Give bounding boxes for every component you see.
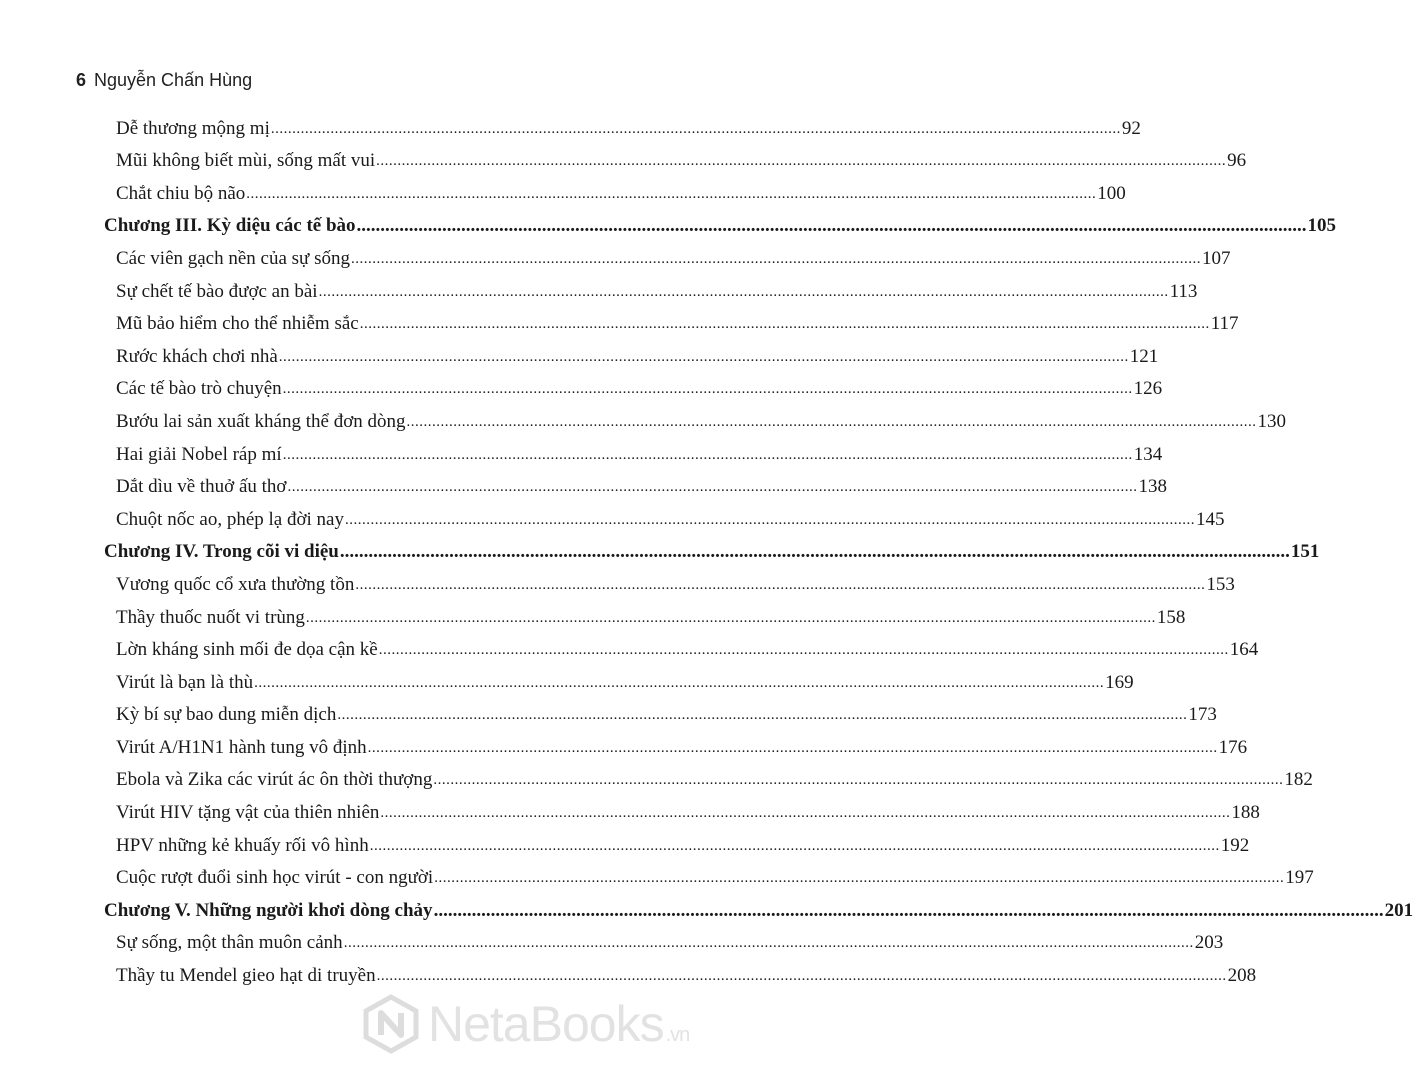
page-header [76, 70, 252, 91]
dot-leader: ........................................................................................................................................................................................................ [406, 413, 1257, 430]
toc-entry-page: 188 [1231, 802, 1260, 824]
toc-entry-title: Virút HIV tặng vật của thiên nhiên [116, 802, 380, 824]
dot-leader: ........................................................................................................................................................................................................ [355, 576, 1206, 593]
dot-leader: ........................................................................................................................................................................................................ [337, 707, 1188, 724]
toc-entry-page: 208 [1227, 965, 1257, 987]
dot-leader: ........................................................................................................................................................................................................ [254, 674, 1105, 691]
toc-entry-title: Rước khách chơi nhà [116, 345, 278, 367]
toc-entry-page: 151 [1290, 541, 1320, 563]
toc-item-row [104, 958, 1257, 991]
toc-item-row [104, 828, 1250, 861]
toc-item-row [104, 437, 1163, 470]
dot-leader: ........................................................................................................................................................................................................ [434, 870, 1285, 887]
toc-item-row [104, 176, 1126, 209]
toc-entry-page: 96 [1227, 150, 1247, 172]
toc-item-row [104, 763, 1313, 796]
dot-leader: ........................................................................................................................................................................................................ [282, 381, 1133, 398]
watermark-brand: NetaBooks [428, 996, 664, 1052]
toc-item-row [104, 241, 1231, 274]
toc-entry-title: Dễ thương mộng mị [116, 117, 270, 139]
toc-item-row [104, 795, 1260, 828]
toc-entry-title: Chắt chiu bộ não [116, 182, 246, 204]
toc-entry-title: Chuột nốc ao, phép lạ đời nay [116, 508, 344, 530]
toc-entry-page: 134 [1133, 443, 1163, 465]
toc-entry-page: 117 [1210, 313, 1239, 335]
toc-entry-title: Các tế bào trò chuyện [116, 378, 282, 400]
toc-entry-title: Chương III. Kỳ diệu các tế bào [104, 215, 356, 237]
dot-leader: ........................................................................................................................................................................................................ [380, 805, 1231, 822]
toc-entry-title: Chương IV. Trong cõi vi diệu [104, 541, 339, 563]
toc-entry-title: Virút A/H1N1 hành tung vô định [116, 736, 367, 758]
toc-entry-page: 169 [1105, 671, 1134, 693]
toc-item-row [104, 730, 1248, 763]
toc-entry-page: 113 [1169, 280, 1198, 302]
toc-entry-page: 145 [1195, 508, 1225, 530]
toc-entry-title: Vương quốc cổ xưa thường tồn [116, 573, 355, 595]
toc-entry-page: 158 [1156, 606, 1186, 628]
dot-leader: ........................................................................................................................................................................................................ [282, 446, 1133, 463]
toc-entry-title: Mũ bảo hiểm cho thể nhiễm sắc [116, 313, 359, 335]
toc-chapter-row [104, 209, 1337, 242]
toc-entry-title: Lờn kháng sinh mối đe dọa cận kề [116, 639, 378, 661]
toc-entry-page: 182 [1284, 769, 1313, 791]
toc-entry-page: 173 [1188, 704, 1217, 726]
toc-entry-page: 201 [1384, 899, 1413, 921]
dot-leader: ........................................................................................................................................................................................................ [287, 479, 1138, 496]
toc-item-row [104, 861, 1314, 894]
dot-leader: ........................................................................................................................................................................................................ [278, 348, 1129, 365]
toc-entry-page: 153 [1206, 573, 1235, 595]
dot-leader: ........................................................................................................................................................................................................ [270, 120, 1121, 137]
toc-entry-title: HPV những kẻ khuấy rối vô hình [116, 834, 369, 856]
toc-entry-title: Thầy tu Mendel gieo hạt di truyền [116, 965, 376, 987]
toc-entry-title: Virút là bạn là thù [116, 671, 254, 693]
dot-leader: ........................................................................................................................................................................................................ [356, 215, 1307, 237]
toc-entry-page: 100 [1097, 182, 1126, 204]
toc-item-row [104, 470, 1167, 503]
dot-leader: ........................................................................................................................................................................................................ [339, 541, 1290, 563]
toc-entry-title: Cuộc rượt đuổi sinh học virút - con người [116, 867, 434, 889]
toc-entry-page: 130 [1257, 410, 1286, 432]
dot-leader: ........................................................................................................................................................................................................ [359, 316, 1210, 333]
toc-item-row [104, 339, 1159, 372]
toc-entry-title: Thầy thuốc nuốt vi trùng [116, 606, 305, 628]
dot-leader: ........................................................................................................................................................................................................ [376, 968, 1227, 985]
toc-entry-page: 203 [1194, 932, 1224, 954]
toc-entry-title: Mũi không biết mùi, sống mất vui [116, 150, 376, 172]
dot-leader: ........................................................................................................................................................................................................ [433, 772, 1284, 789]
toc-entry-title: Bướu lai sản xuất kháng thể đơn dòng [116, 410, 406, 432]
toc-item-row [104, 307, 1239, 340]
toc-entry-title: Chương V. Những người khơi dòng chảy [104, 899, 433, 921]
netabooks-logo-icon [362, 995, 420, 1053]
dot-leader: ........................................................................................................................................................................................................ [369, 837, 1220, 854]
toc-item-row [104, 111, 1141, 144]
toc-item-row [104, 404, 1286, 437]
toc-entry-title: Các viên gạch nền của sự sống [116, 247, 351, 269]
dot-leader: ........................................................................................................................................................................................................ [343, 935, 1194, 952]
dot-leader: ........................................................................................................................................................................................................ [351, 250, 1202, 267]
watermark-domain: .vn [665, 1024, 690, 1046]
toc-entry-title: Sự chết tế bào được an bài [116, 280, 318, 302]
dot-leader: ........................................................................................................................................................................................................ [376, 153, 1227, 170]
toc-entry-page: 121 [1129, 345, 1159, 367]
toc-entry-page: 192 [1220, 834, 1250, 856]
toc-chapter-row [104, 535, 1320, 568]
dot-leader: ........................................................................................................................................................................................................ [305, 609, 1156, 626]
toc-item-row [104, 633, 1259, 666]
toc-entry-title: Sự sống, một thân muôn cảnh [116, 932, 343, 954]
toc-item-row [104, 372, 1163, 405]
toc-entry-page: 105 [1307, 215, 1337, 237]
toc-chapter-row [104, 893, 1413, 926]
toc-entry-title: Hai giải Nobel ráp mí [116, 443, 282, 465]
toc-entry-page: 197 [1285, 867, 1314, 889]
dot-leader: ........................................................................................................................................................................................................ [378, 642, 1229, 659]
toc-item-row [104, 274, 1198, 307]
dot-leader: ........................................................................................................................................................................................................ [367, 739, 1218, 756]
toc-item-row [104, 926, 1224, 959]
toc-entry-page: 176 [1218, 736, 1248, 758]
toc-item-row [104, 567, 1235, 600]
toc-entry-page: 164 [1229, 639, 1259, 661]
toc-entry-page: 92 [1121, 117, 1141, 139]
watermark-text [428, 995, 689, 1053]
dot-leader: ........................................................................................................................................................................................................ [433, 899, 1384, 921]
toc-entry-page: 138 [1138, 476, 1167, 498]
dot-leader: ........................................................................................................................................................................................................ [318, 283, 1169, 300]
toc-entry-page: 126 [1133, 378, 1163, 400]
table-of-contents [104, 111, 1413, 991]
author-name: Nguyễn Chấn Hùng [94, 70, 253, 90]
toc-item-row [104, 502, 1225, 535]
toc-item-row [104, 698, 1217, 731]
page-number: 6 [76, 70, 87, 90]
dot-leader: ........................................................................................................................................................................................................ [344, 511, 1195, 528]
toc-item-row [104, 600, 1186, 633]
toc-item-row [104, 144, 1247, 177]
toc-item-row [104, 665, 1134, 698]
watermark [362, 995, 689, 1053]
dot-leader: ........................................................................................................................................................................................................ [246, 185, 1097, 202]
toc-entry-title: Dắt dìu về thuở ấu thơ [116, 476, 287, 498]
toc-entry-title: Ebola và Zika các virút ác ôn thời thượng [116, 769, 433, 791]
toc-entry-title: Kỳ bí sự bao dung miễn dịch [116, 704, 337, 726]
toc-entry-page: 107 [1202, 247, 1231, 269]
